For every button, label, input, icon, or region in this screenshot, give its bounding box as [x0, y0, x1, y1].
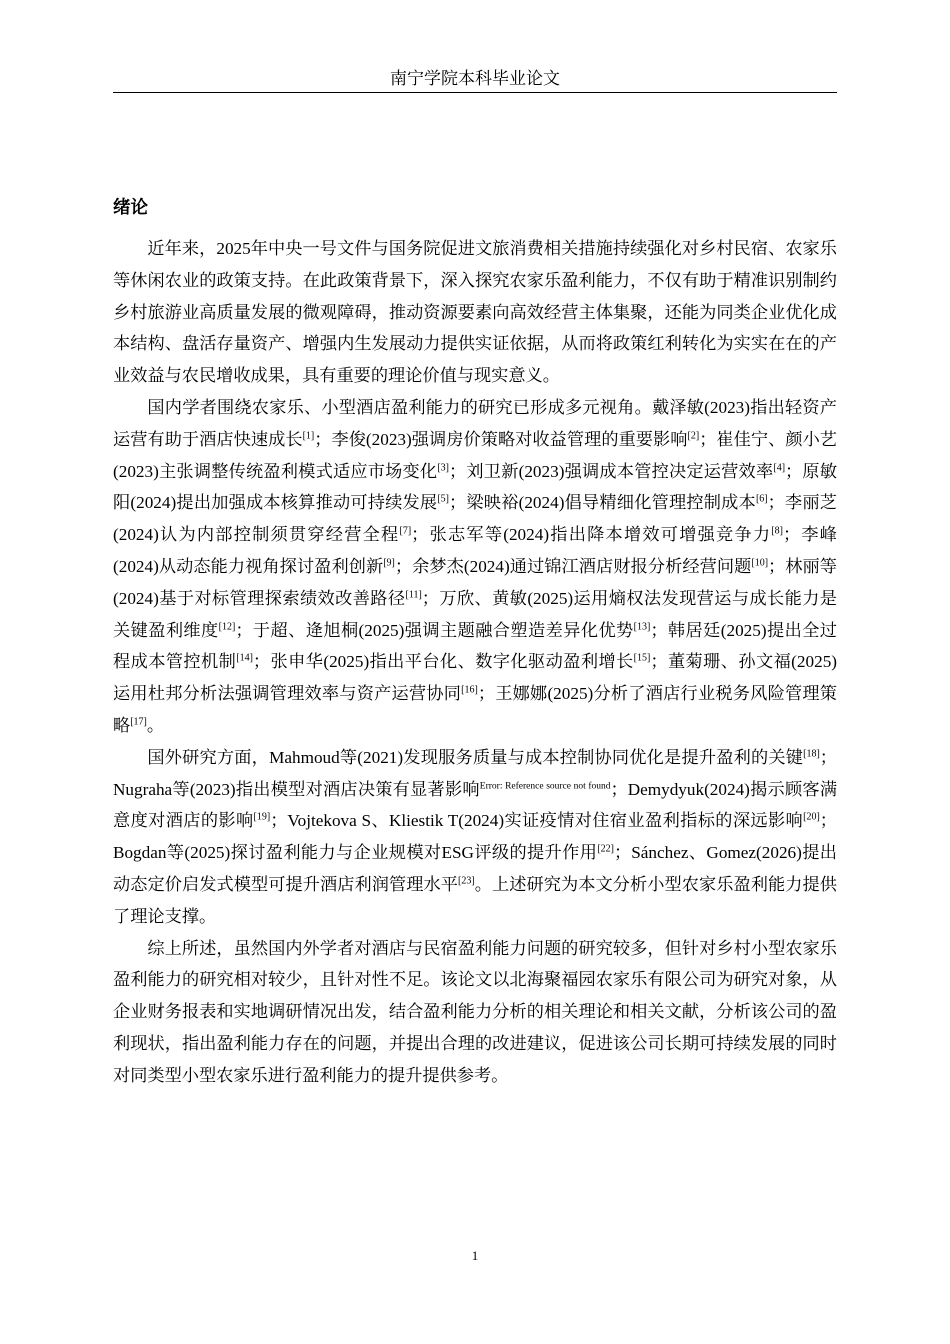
citation-ref: [17] — [130, 716, 147, 728]
paragraph — [113, 233, 837, 392]
paragraph-text: ；李峰(2024)从动态能力视角探讨盈利创新 — [113, 525, 837, 576]
paragraph-text: ；万欣、黄敏(2025)运用熵权法发现营运与成长能力是关键盈利维度 — [113, 588, 837, 640]
paragraph-text: 国内学者围绕农家乐、小型酒店盈利能力的研究已形成多元视角。戴泽敏(2023)指出轻资产运营有助于酒店快速成长 — [113, 397, 837, 449]
paragraph-text: ；于超、逄旭桐(2025)强调主题融合塑造差异化优势 — [235, 620, 634, 640]
citation-ref: [10] — [751, 557, 769, 569]
paragraph-text: ；张申华(2025)指出平台化、数字化驱动盈利增长 — [252, 652, 634, 672]
paragraph-text: ；崔佳宁、颜小艺(2023)主张调整传统盈利模式适应市场变化 — [113, 429, 837, 481]
citation-ref: [16] — [461, 684, 478, 696]
paragraph-text: 。上述研究为本文分析小型农家乐盈利能力提供了理论支撑。 — [113, 874, 837, 926]
citation-ref: [19] — [253, 811, 271, 823]
section-heading: 绪论 — [113, 198, 148, 218]
citation-ref: [20] — [803, 811, 820, 823]
paragraph-text: ；梁映裕(2024)倡导精细化管理控制成本 — [449, 493, 756, 513]
paragraph-text: ；李俊(2023)强调房价策略对收益管理的重要影响 — [314, 429, 688, 449]
citation-ref: [1] — [302, 430, 315, 442]
paragraph-text: ；Demydyuk(2024)揭示顾客满意度对酒店的影响 — [113, 779, 838, 831]
paragraph-text: ；原敏阳(2024)提出加强成本核算推动可持续发展 — [113, 461, 838, 513]
paragraph-text: 。 — [146, 715, 165, 735]
citation-ref: [2] — [687, 430, 700, 442]
paragraph-text: ；张志军等(2024)指出降本增效可增强竞争力 — [411, 525, 772, 545]
paragraph-text: 国外研究方面，Mahmoud等(2021)发现服务质量与成本控制协同优化是提升盈利的关键 — [147, 747, 804, 767]
citation-ref: [8] — [771, 525, 783, 537]
paragraph-text: ；刘卫新(2023)强调成本管控决定运营效率 — [449, 461, 774, 481]
citation-ref: [9] — [383, 557, 395, 569]
citation-ref: [6] — [755, 493, 768, 505]
paragraph-text: 近年来，2025年中央一号文件与国务院促进文旅消费相关措施持续强化对乡村民宿、农家乐等休闲农业的政策支持。在此政策背景下，深入探究农家乐盈利能力，不仅有助于精准识别制约乡村旅游业高质量发展的微观障碍，推动资源要素向高效经营主体集聚，还能为同类企业优化成本结构、盘活存量资产、增强内生发展动力提供实证依据，从而将政策红利转化为实实在在的产业效益与农民增收成果，具有重要的理论价值与现实意义。 — [113, 239, 837, 386]
paragraph-text: ；Nugraha等(2023)指出模型对酒店决策有显著影响 — [113, 747, 837, 799]
paragraph-text: ；Vojtekova S、Kliestik T(2024)实证疫情对住宿业盈利指标的深远影响 — [270, 811, 804, 831]
citation-ref: [13] — [633, 620, 651, 632]
paragraph-text: ；Sánchez、Gomez(2026)提出动态定价启发式模型可提升酒店利润管理水平 — [113, 843, 837, 894]
citation-ref: [5] — [437, 493, 450, 505]
paragraph — [113, 742, 837, 933]
citation-ref: [11] — [405, 589, 422, 601]
citation-ref: [23] — [458, 875, 475, 887]
citation-ref: [15] — [633, 652, 651, 664]
paragraph — [113, 392, 837, 742]
paragraph-text: ；李丽芝(2024)认为内部控制须贯穿经营全程 — [113, 493, 837, 545]
citation-ref: [3] — [437, 461, 450, 473]
paragraph-text: ；董菊珊、孙文福(2025)运用杜邦分析法强调管理效率与资产运营协同 — [113, 652, 838, 704]
citation-ref: [12] — [218, 620, 236, 632]
paragraph-text: ；Bogdan等(2025)探讨盈利能力与企业规模对ESG评级的提升作用 — [113, 811, 837, 863]
citation-error: Error: Reference source not found — [479, 780, 611, 791]
paragraph-text: ；林丽等(2024)基于对标管理探索绩效改善路径 — [113, 556, 837, 608]
citation-ref: [14] — [236, 652, 253, 664]
citation-ref: [22] — [597, 843, 614, 855]
citation-ref: [4] — [773, 461, 786, 473]
citation-ref: [18] — [803, 748, 820, 760]
page-number: 1 — [471, 1248, 479, 1263]
paragraph-text: ；王娜娜(2025)分析了酒店行业税务风险管理策略 — [113, 684, 837, 735]
paragraph-text: 综上所述，虽然国内外学者对酒店与民宿盈利能力问题的研究较多，但针对乡村小型农家乐盈利能力的研究相对较少，且针对性不足。该论文以北海聚福园农家乐有限公司为研究对象，从企业财务报表和实地调研情况出发，结合盈利能力分析的相关理论和相关文献，分析该公司的盈利现状，指出盈利能力存在的问题，并提出合理的改进建议，促进该公司长期可持续发展的同时对同类型小型农家乐进行盈利能力的提升提供参考。 — [113, 938, 837, 1085]
paragraph — [113, 933, 837, 1092]
running-header: 南宁学院本科毕业论文 — [113, 66, 837, 93]
paragraph-text: ；余梦杰(2024)通过锦江酒店财报分析经营问题 — [394, 556, 752, 576]
citation-ref: [7] — [399, 525, 412, 537]
paragraph-text: ；韩居廷(2025)提出全过程成本管控机制 — [113, 620, 837, 672]
body-text — [113, 233, 837, 1092]
